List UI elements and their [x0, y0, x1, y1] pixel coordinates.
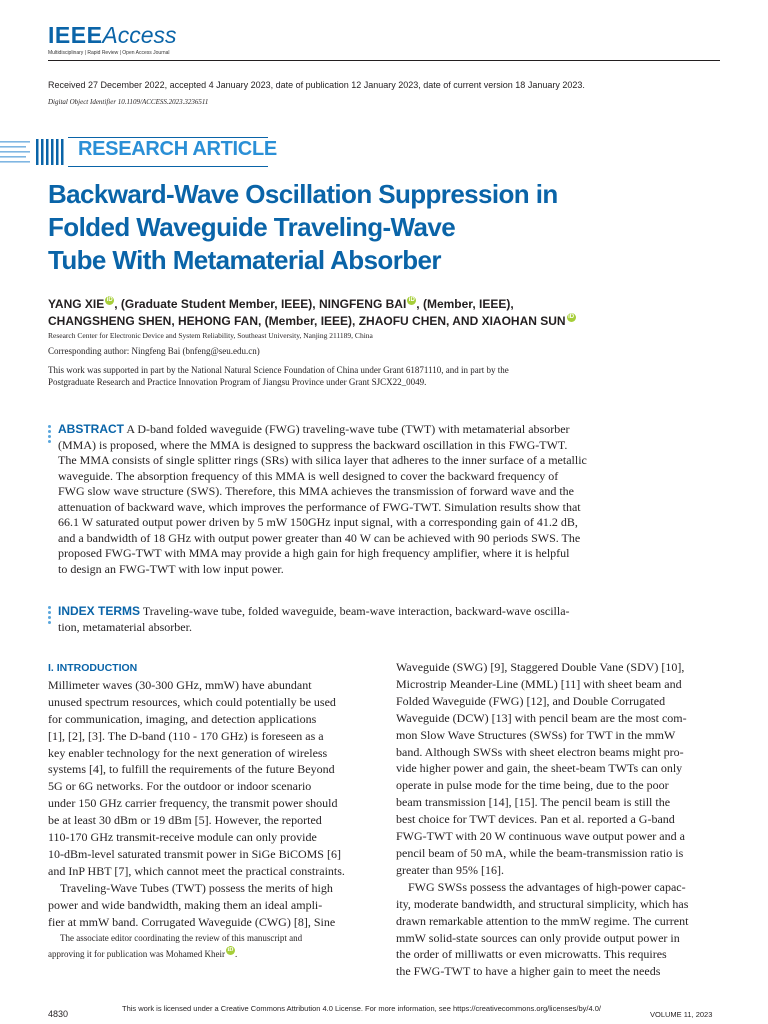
journal-tagline: Multidisciplinary | Rapid Review | Open Access Journal — [48, 50, 170, 56]
article-type: RESEARCH ARTICLE — [78, 138, 277, 160]
volume-label: VOLUME 11, 2023 — [650, 1010, 713, 1019]
index-terms — [58, 604, 728, 635]
title-line: Backward-Wave Oscillation Suppression in — [48, 179, 558, 209]
abstract-marker-icon — [48, 425, 51, 445]
body-line: Millimeter waves (30-300 GHz, mmW) have abundant — [48, 677, 312, 692]
abstract-heading: ABSTRACT — [58, 422, 124, 436]
index-terms-line — [58, 604, 728, 620]
logo-access: Access — [102, 22, 177, 48]
paper-title — [48, 178, 688, 277]
abstract-line: (MMA) is proposed, where the MMA is designed to suppress the backward oscillation in this FWG-TWT. — [58, 437, 568, 452]
body-line: 110-170 GHz transmit-receive module can only provide — [48, 830, 317, 845]
body-line: the FWG-TWT to have a higher gain to meet the needs — [396, 964, 661, 979]
body-line: 5G or 6G networks. For the outdoor or indoor scenario — [48, 779, 312, 794]
abstract-line: and a bandwidth of 18 GHz with output power greater than 40 W can be achieved with 90 periods SWS. The — [58, 530, 581, 545]
editor-footnote — [48, 930, 372, 962]
body-line: Traveling-Wave Tubes (TWT) possess the merits of high — [60, 880, 333, 895]
abstract-line: to design an FWG-TWT with low input power. — [58, 561, 284, 576]
index-terms-marker-icon — [48, 606, 51, 626]
author-name: CHANGSHENG SHEN, HEHONG FAN, (Member, IEEE), ZHAOFU CHEN, AND XIAOHAN SUN — [48, 314, 566, 328]
footnote-line: The associate editor coordinating the review of this manuscript and — [60, 933, 303, 943]
abstract — [58, 422, 728, 577]
body-line: Waveguide (DCW) [13] with pencil beam are the most com- — [396, 710, 687, 725]
body-line: power and wide bandwidth, making them an ideal ampli- — [48, 897, 323, 912]
body-line: Waveguide (SWG) [9], Staggered Double Vane (SDV) [10], — [396, 660, 685, 674]
body-line: mon Slow Wave Structures (SWSs) for TWT in the mmW — [396, 727, 676, 742]
license-note[interactable]: This work is licensed under a Creative Commons Attribution 4.0 License. For more information, see https://creativecommons.org/licenses/by/4.0/ — [122, 1004, 601, 1013]
affiliation: Research Center for Electronic Device and System Reliability, Southeast University, Nanjing 211189, China — [48, 331, 373, 340]
body-line: greater than 95% [16]. — [396, 862, 504, 877]
body-line: systems [4], to fulfill the requirements of the future Beyond — [48, 762, 335, 777]
body-line: pencil beam of 50 mA, while the beam-transmission ratio is — [396, 845, 684, 860]
body-line: Microstrip Meander-Line (MML) [11] with sheet beam and — [396, 676, 682, 691]
section-heading: I. INTRODUCTION — [48, 662, 138, 674]
corresponding-author: Corresponding author: Ningfeng Bai (bnfeng@seu.edu.cn) — [48, 346, 260, 356]
title-line: Folded Waveguide Traveling-Wave — [48, 212, 456, 242]
title-line: Tube With Metamaterial Absorber — [48, 245, 441, 275]
header-rule — [48, 60, 720, 61]
abstract-line: proposed FWG-TWT with MMA may provide a high gain for high frequency amplifier, where it is helpful — [58, 546, 570, 560]
body-line: the order of milliwatts or even microwatts. This requires — [396, 947, 667, 962]
author-list — [48, 296, 718, 330]
body-line: for communication, imaging, and detection applications — [48, 711, 317, 726]
publication-dates: Received 27 December 2022, accepted 4 January 2023, date of publication 12 January 2023, date of current version 18 January 2023. — [48, 80, 585, 90]
author-name: , (Graduate Student Member, IEEE), NINGFENG BAI — [114, 297, 407, 311]
orcid-icon[interactable]: iD — [106, 297, 113, 303]
logo-ieee: IEEE — [48, 22, 103, 48]
body-line: FWG-TWT with 20 W continuous wave output power and a — [396, 829, 685, 844]
author-name: YANG XIE — [48, 297, 105, 311]
doi: Digital Object Identifier 10.1109/ACCESS.2023.3236511 — [48, 98, 209, 106]
abstract-line — [58, 422, 728, 438]
abstract-text: A D-band folded waveguide (FWG) traveling-wave tube (TWT) with metamaterial absorber — [126, 422, 570, 436]
orcid-icon[interactable]: iD — [227, 947, 234, 953]
orcid-icon[interactable]: iD — [568, 314, 575, 320]
body-line: fier at mmW band. Corrugated Waveguide (CWG) [8], Sine — [48, 914, 336, 929]
left-column — [48, 660, 372, 931]
funding-line: Postgraduate Research and Practice Innovation Program of Jiangsu Province under Grant SJCX22_0049. — [48, 377, 427, 387]
body-line: Folded Waveguide (FWG) [12], and Double Corrugated — [396, 693, 666, 708]
body-line: 10-dBm-level saturated transmit power in SiGe BiCOMS [6] — [48, 846, 341, 861]
abstract-line: The MMA consists of single splitter rings (SRs) with silica layer that adheres to the inner surface of a metallic — [58, 453, 587, 467]
body-line: unused spectrum resources, which could potentially be used — [48, 694, 336, 709]
abstract-line: waveguide. The absorption frequency of this MMA is well designed to cover the backward frequency of — [58, 468, 559, 483]
index-terms-text: Traveling-wave tube, folded waveguide, beam-wave interaction, backward-wave oscilla- — [142, 604, 570, 618]
page-number: 4830 — [48, 1009, 69, 1019]
abstract-line: attenuation of backward wave, which improves the performance of FWG-TWT. Simulation results show that — [58, 499, 581, 514]
right-column — [396, 659, 720, 980]
body-line: key enabler technology for the next generation of wireless — [48, 745, 328, 760]
funding-line: This work was supported in part by the National Natural Science Foundation of China under Grant 61871110, and in part by the — [48, 365, 509, 375]
orcid-icon[interactable]: iD — [408, 297, 415, 303]
body-line: and InP HBT [7], which cannot meet the practical constraints. — [48, 863, 345, 878]
footnote-line: approving it for publication was Mohamed Kheir iD . — [48, 947, 238, 959]
abstract-line: FWG slow wave structure (SWS). Therefore, this MMA achieves the transmission of forward wave and the — [58, 484, 574, 498]
body-line: vide higher power and gain, the sheet-beam TWTs can only — [396, 761, 683, 776]
body-line: drawn remarkable attention to the mmW regime. The current — [396, 913, 689, 928]
index-terms-heading: INDEX TERMS — [58, 604, 141, 618]
body-line: FWG SWSs possess the advantages of high-power capac- — [408, 879, 686, 894]
author-line — [48, 313, 718, 330]
body-line: ity, moderate bandwidth, and structural simplicity, which has — [396, 896, 689, 911]
body-line: beam transmission [14], [15]. The pencil beam is still the — [396, 795, 671, 810]
funding-note — [48, 364, 708, 388]
body-line: mmW solid-state sources can only provide output power in — [396, 930, 680, 945]
body-line: under 150 GHz carrier frequency, the transmit power should — [48, 796, 338, 811]
abstract-line: 66.1 W saturated output power driven by 5 mW 150GHz input signal, with a corresponding gain of 41.2 dB, — [58, 515, 578, 529]
banner-stripes-icon — [0, 137, 68, 167]
journal-logo — [48, 22, 177, 56]
author-line — [48, 296, 718, 313]
index-terms-line: tion, metamaterial absorber. — [58, 619, 192, 634]
author-affiliation-note: , (Member, IEEE), — [416, 297, 514, 311]
body-line: band. Although SWSs with sheet electron beams might pro- — [396, 744, 684, 759]
body-line: [1], [2], [3]. The D-band (110 - 170 GHz) is foreseen as a — [48, 728, 324, 743]
body-line: be at least 30 dBm or 19 dBm [5]. However, the reported — [48, 813, 322, 828]
body-line: operate in pulse mode for the time being, due to the poor — [396, 778, 669, 793]
body-line: best choice for TWT devices. Pan et al. reported a G-band — [396, 812, 675, 827]
footnote-text: approving it for publication was Mohamed Kheir — [48, 949, 225, 959]
